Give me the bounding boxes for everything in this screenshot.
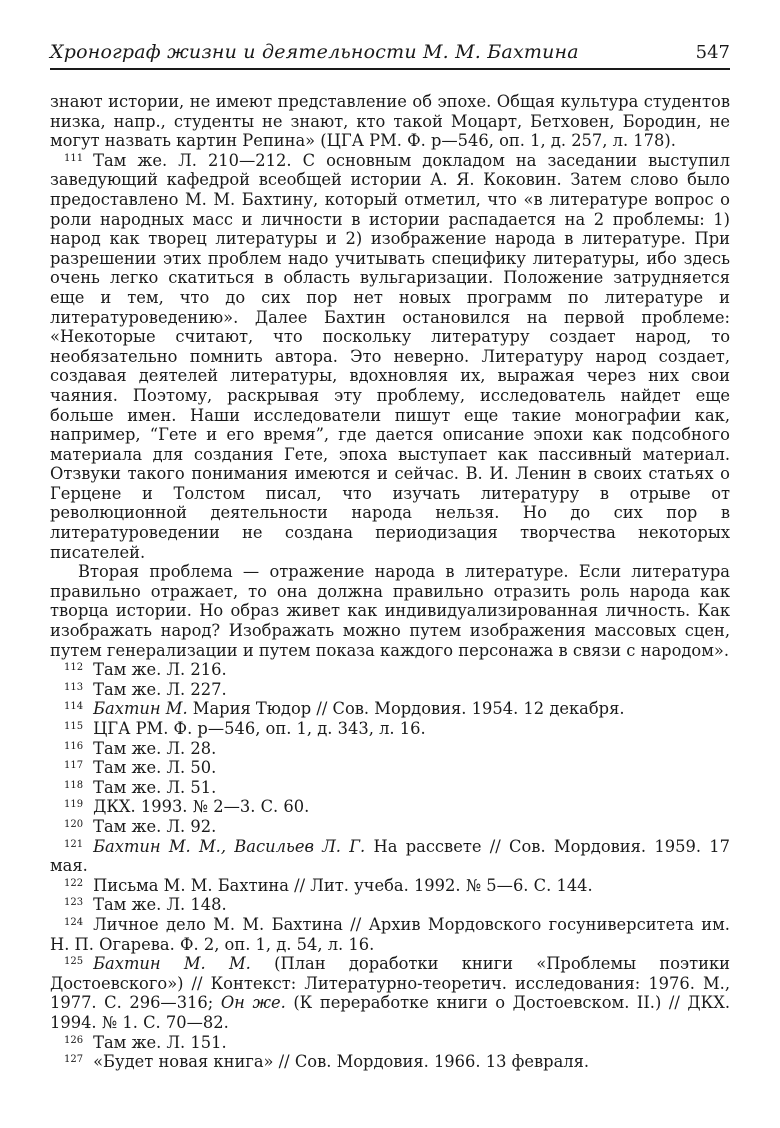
footnote-number: 113: [64, 681, 84, 693]
footnote-122: [50, 876, 730, 896]
footnote-text: Мария Тюдор // Сов. Мордовия. 1954. 12 декабря.: [187, 699, 625, 719]
footnote-number: 126: [64, 1034, 84, 1046]
footnote-115: [50, 719, 730, 739]
footnote-text: Письма М. М. Бахтина // Лит. учеба. 1992. № 5—6. С. 144.: [93, 875, 593, 895]
page: [50, 40, 730, 1072]
footnote-text: Личное дело М. М. Бахтина // Архив Мордовского госуниверситета им. Н. П. Огарева. Ф. 2, оп. 1, д. 54, л. 16.: [50, 914, 730, 954]
footnote-125: [50, 954, 730, 1032]
footnote-119: [50, 797, 730, 817]
footnote-120: [50, 817, 730, 837]
footnote-text: Там же. Л. 28.: [93, 738, 217, 758]
footnote-text: Там же. Л. 151.: [93, 1032, 227, 1052]
footnote-number: 118: [64, 779, 84, 791]
footnote-author: Бахтин М. М.: [93, 954, 251, 974]
footnote-text: Там же. Л. 51.: [93, 777, 217, 797]
footnote-author: Он же.: [220, 993, 286, 1013]
footnote-number: 122: [64, 877, 84, 889]
running-header: [50, 40, 730, 70]
footnote-number: 111: [64, 152, 84, 164]
footnote-text: Там же. Л. 210—212. С основным докладом на заседании выступил заведующий кафедрой всеобщей истории А. Я. Коковин. Затем слово было предоставлено М. М. Бахтину, который отметил, что «в литературе вопрос о роли народных масс и личности в истории распадается на 2 проблемы: 1) народ как творец литературы и 2) изображение народа в литературе. При разрешении этих проблем надо учитывать специфику литературы, ибо здесь очень легко скатиться в область вульгаризации. Положение затрудняется еще и тем, что до сих пор нет новых программ по литературе и литературоведению». Далее Бахтин остановился на первой проблеме: «Некоторые считают, что поскольку литературу создает народ, то необязательно помнить автора. Это неверно. Литературу народ создает, создавая деятелей литературы, вдохновляя их, выражая через них свои чаяния. Поэтому, раскрывая эту проблему, исследователь найдет еще больше имен. Наши исследователи пишут еще такие монографии как, например, “Гете и его время”, где дается описание эпохи как подсобного материала для создания Гете, эпоха выступает как пассивный материал. Отзвуки такого понимания имеются и сейчас. В. И. Ленин в своих статьях о Герцене и Толстом писал, что изучать литературу в отрыве от революционной деятельности народа нельзя. Но до сих пор в литературоведении не создана периодизация творчества некоторых писателей.: [50, 150, 730, 562]
footnote-111-continuation: Вторая проблема — отражение народа в литературе. Если литература правильно отражает, то она должна правильно отразить роль народа как творца истории. Но образ живет как индивидуализированная личность. Как изображать народ? Изображать можно путем изображения массовых сцен, путем генерализации и путем показа каждого персонажа в связи с народом».: [50, 562, 730, 660]
footnote-text: Там же. Л. 227.: [93, 679, 227, 699]
footnote-114: [50, 699, 730, 719]
footnote-author: Бахтин М. М., Васильев Л. Г.: [93, 836, 366, 856]
footnote-123: [50, 895, 730, 915]
footnote-text: (К переработке книги о Достоевском. II.) // ДКХ. 1994. № 1. С. 70—82.: [50, 993, 730, 1032]
footnote-text: Там же. Л. 50.: [93, 758, 217, 778]
footnote-text: Там же. Л. 92.: [93, 816, 217, 836]
footnote-text: (План доработки книги «Проблемы поэтики Достоевского») // Контекст: Литературно-теоретич. исследования: 1976. М., 1977. С. 296—316;: [50, 954, 731, 1013]
footnote-124: [50, 915, 730, 954]
footnote-text: «Будет новая книга» // Сов. Мордовия. 1966. 13 февраля.: [93, 1052, 590, 1072]
footnote-111: [50, 151, 730, 562]
footnote-number: 117: [64, 760, 84, 772]
intro-paragraph: знают истории, не имеют представление об эпохе. Общая культура студентов низка, напр., студенты не знают, кто такой Моцарт, Бетховен, Бородин, не могут назвать картин Репина» (ЦГА РМ. Ф. р—546, оп. 1, д. 257, л. 178).: [50, 92, 730, 151]
footnote-number: 115: [64, 721, 84, 732]
footnote-text: Там же. Л. 216.: [93, 660, 227, 680]
footnote-number: 121: [64, 838, 84, 850]
footnote-113: [50, 680, 730, 700]
footnote-number: 119: [64, 799, 84, 811]
page-body: [50, 92, 730, 1072]
footnote-text: ДКХ. 1993. № 2—3. С. 60.: [93, 797, 310, 817]
footnote-number: 120: [64, 818, 84, 830]
footnote-text: На рассвете // Сов. Мордовия. 1959. 17 мая.: [50, 836, 730, 876]
footnote-118: [50, 778, 730, 798]
footnote-121: [50, 837, 730, 876]
footnote-127: [50, 1052, 730, 1072]
footnote-number: 123: [64, 897, 84, 909]
footnote-117: [50, 758, 730, 778]
footnote-116: [50, 739, 730, 759]
page-number: 547: [695, 42, 730, 63]
footnote-author: Бахтин М.: [93, 699, 188, 719]
footnote-number: 114: [64, 701, 84, 713]
footnote-number: 125: [64, 956, 84, 968]
footnote-number: 127: [64, 1054, 84, 1066]
footnote-126: [50, 1033, 730, 1053]
running-title: Хронограф жизни и деятельности М. М. Бахтина: [50, 41, 579, 63]
footnote-text: ЦГА РМ. Ф. р—546, оп. 1, д. 343, л. 16.: [93, 719, 426, 738]
footnote-number: 112: [64, 662, 84, 674]
footnote-number: 124: [64, 916, 84, 928]
footnote-number: 116: [64, 740, 84, 752]
footnote-112: [50, 660, 730, 680]
footnote-text: Там же. Л. 148.: [93, 895, 227, 915]
